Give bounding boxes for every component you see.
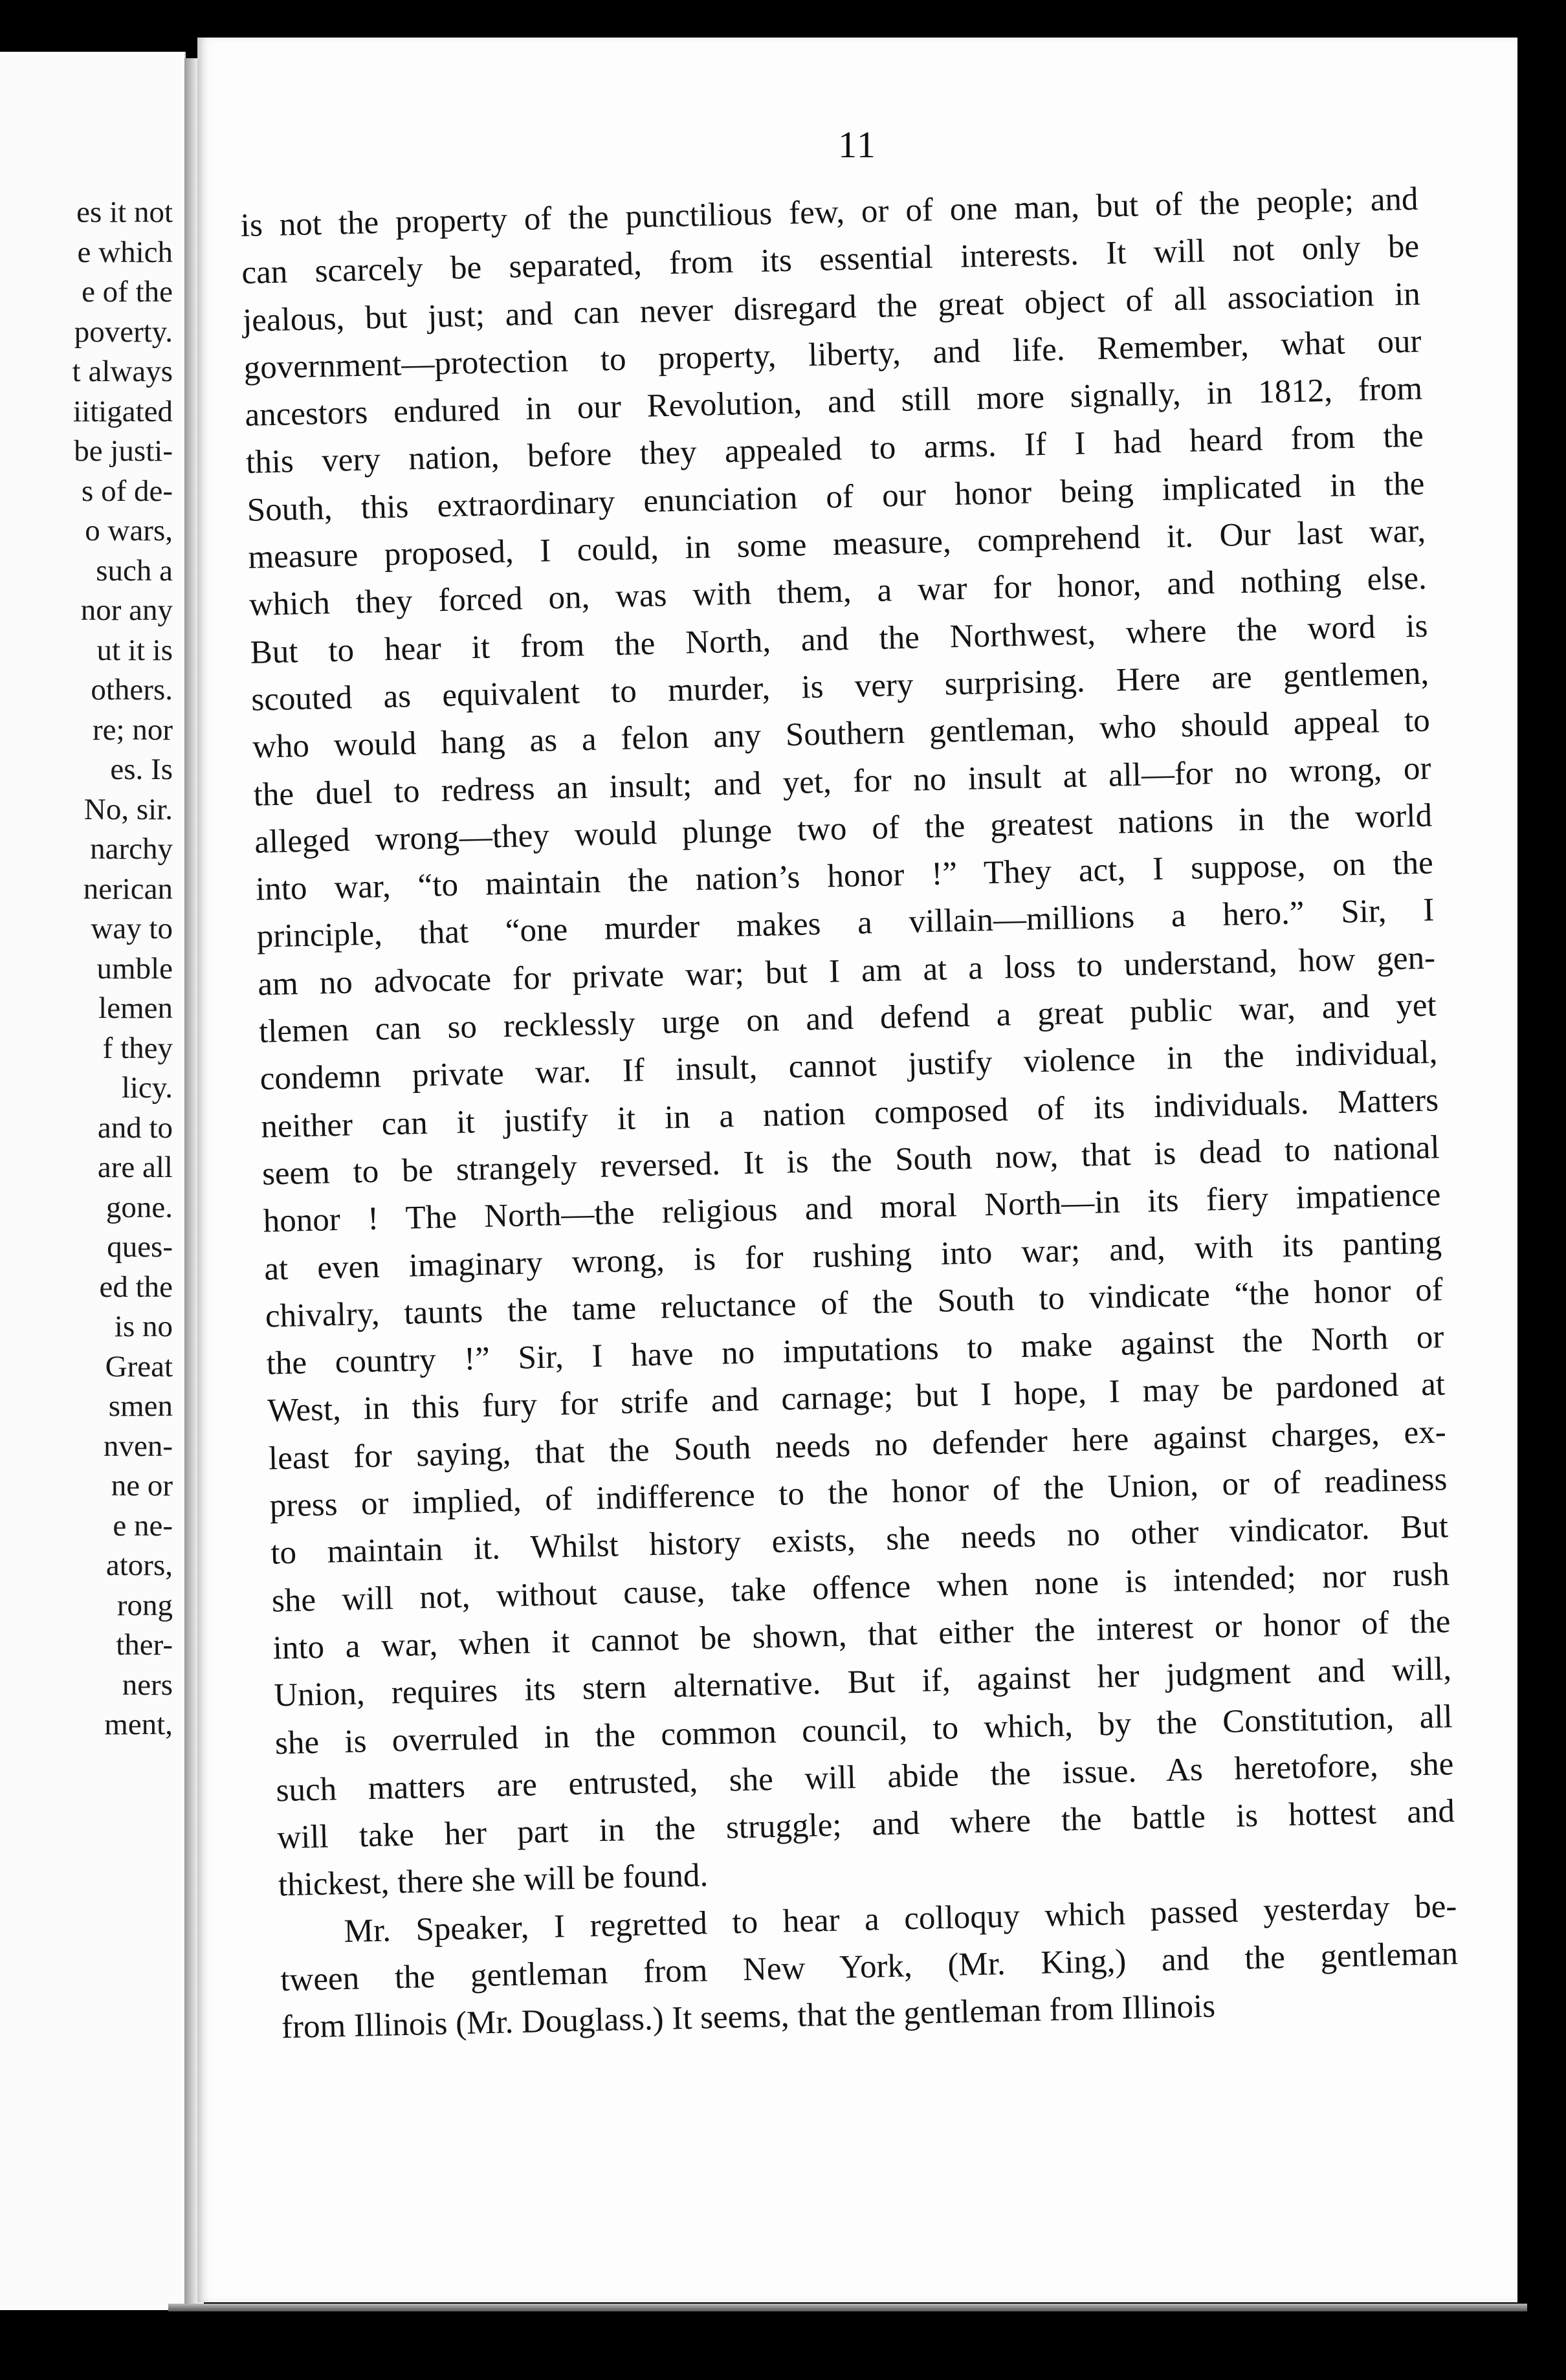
left-page-line: ators, — [105, 1548, 173, 1582]
left-page-line: lemen — [98, 991, 173, 1025]
text-line: into a war, when it cannot be shown, that either the interest or honor of the — [272, 1603, 1451, 1667]
left-page-line: f they — [102, 1031, 173, 1065]
text-line: measure proposed, I could, in some measure, comprehend it. Our last war, — [247, 512, 1426, 576]
left-page-line: ners — [122, 1668, 173, 1702]
left-page-line: way to — [91, 912, 173, 945]
text-line: seem to be strangely reversed. It is the South now, that is dead to national — [261, 1129, 1440, 1193]
left-page-line: are all — [97, 1151, 173, 1184]
text-line: am no advocate for private war; but I am at a loss to understand, how gen- — [257, 940, 1436, 1003]
left-page-line: poverty. — [74, 314, 173, 349]
text-line: government—protection to property, liberty, and life. Remember, what our — [243, 323, 1422, 386]
left-page-line: umble — [96, 951, 173, 986]
text-line: which they forced on, was with them, a war for honor, and nothing else. — [248, 560, 1428, 624]
text-line: into war, “to maintain the nation’s honor !” They act, I suppose, on the — [255, 844, 1434, 908]
text-line: she is overruled in the common council, to which, by the Constitution, all — [274, 1698, 1453, 1761]
text-line: press or implied, of indifference to the honor of the Union, or of readiness — [269, 1461, 1448, 1525]
left-page-line: and to — [97, 1110, 173, 1145]
paragraph — [240, 176, 1456, 1910]
text-line: ancestors endured in our Revolution, and still more signally, in 1812, from — [244, 370, 1423, 434]
left-page-line: o wars, — [85, 514, 173, 547]
text-line: Mr. Speaker, I regretted to hear a colloquy which passed yesterday be- — [344, 1888, 1457, 1950]
text-line: will take her part in the struggle; and where the battle is hottest and — [276, 1793, 1455, 1857]
text-line: condemn private war. If insult, cannot justify violence in the individual, — [259, 1034, 1438, 1097]
left-page-line: rong — [116, 1588, 173, 1622]
text-line: But to hear it from the North, and the Northwest, where the word is — [250, 608, 1428, 671]
paragraph — [279, 1883, 1460, 2052]
left-page-line: ques- — [107, 1230, 173, 1264]
left-page-line: gone. — [105, 1190, 173, 1224]
text-line: at even imaginary wrong, is for rushing into war; and, with its panting — [263, 1224, 1442, 1288]
left-page-line: e which — [77, 235, 173, 269]
left-page-line: ed the — [99, 1270, 173, 1304]
left-page-line: nerican — [83, 872, 173, 906]
text-line: tlemen can so recklessly urge on and defend a great public war, and yet — [258, 987, 1437, 1050]
left-page-line: such a — [96, 553, 173, 588]
left-page-line: s of de- — [82, 474, 173, 508]
text-line: neither can it justify it in a nation composed of its individuals. Matters — [260, 1081, 1439, 1145]
text-line: such matters are entrusted, she will abide the issue. As heretofore, she — [276, 1745, 1454, 1809]
left-page-line: is no — [114, 1310, 173, 1343]
page-number: 11 — [838, 124, 877, 166]
text-line: who would hang as a felon any Southern gentleman, who should appeal to — [252, 702, 1431, 766]
text-line: South, this extraordinary enunciation of our honor being implicated in the — [247, 465, 1425, 529]
left-page-line: e ne- — [113, 1508, 173, 1543]
text-line: can scarcely be separated, from its essential interests. It will not only be — [241, 228, 1420, 292]
left-page-line: t always — [72, 355, 173, 388]
left-page-line: narchy — [90, 832, 173, 866]
left-page-line: No, sir. — [83, 792, 173, 826]
text-line: the duel to redress an insult; and yet, for no insult at all—for no wrong, or — [253, 750, 1431, 813]
left-page-line: licy. — [121, 1071, 173, 1105]
text-line: least for saying, that the South needs no defender here against charges, ex- — [268, 1413, 1447, 1477]
text-line: scouted as equivalent to murder, is very surprising. Here are gentlemen, — [250, 655, 1429, 718]
left-page-line: ment, — [104, 1708, 173, 1741]
text-line: from Illinois (Mr. Douglass.) It seems, that the gentleman from Illinois — [281, 1988, 1216, 2046]
text-line: thickest, there she will be found. — [278, 1857, 709, 1904]
left-page-line: ther- — [116, 1628, 173, 1662]
text-line: West, in this fury for strife and carnage; but I hope, I may be pardoned at — [267, 1366, 1446, 1429]
left-page-line: others. — [91, 673, 173, 707]
text-line: principle, that “one murder makes a villain—millions a hero.” Sir, I — [256, 892, 1435, 956]
text-line: is not the property of the punctilious few, or of one man, but of the people; and — [240, 181, 1418, 244]
text-line: honor ! The North—the religious and moral North—in its fiery impatience — [263, 1176, 1441, 1240]
text-line: she will not, without cause, take offence when none is intended; nor rush — [271, 1556, 1450, 1620]
page-bottom-edge — [168, 2304, 1527, 2311]
body-text — [240, 176, 1459, 2052]
text-line: jealous, but just; and can never disregard the great object of all association in — [242, 276, 1421, 339]
text-line: the country !” Sir, I have no imputations to make against the North or — [266, 1319, 1444, 1382]
left-page-line: nven- — [103, 1429, 173, 1463]
text-line: Union, requires its stern alternative. But if, against her judgment and will, — [273, 1651, 1452, 1714]
left-page — [0, 52, 186, 2310]
text-line: tween the gentleman from New York, (Mr. King,) and the gentleman — [280, 1935, 1459, 1999]
left-page-line: nor any — [80, 593, 173, 627]
text-line: this very nation, before they appealed to arms. If I had heard from the — [245, 418, 1424, 481]
left-page-line: es it not — [76, 195, 173, 229]
text-line: to maintain it. Whilst history exists, she needs no other vindicator. But — [270, 1508, 1449, 1572]
left-page-line: re; nor — [93, 712, 173, 747]
left-page-line: e of the — [82, 275, 173, 309]
right-page — [197, 38, 1517, 2302]
left-page-line: iitigated — [72, 394, 173, 428]
text-line: alleged wrong—they would plunge two of the greatest nations in the world — [254, 797, 1433, 861]
left-page-line: es. Is — [110, 753, 173, 786]
left-page-line: smen — [108, 1389, 173, 1423]
left-page-line: ne or — [111, 1469, 173, 1503]
left-page-line: Great — [105, 1349, 173, 1383]
left-page-line: be justi- — [74, 434, 173, 468]
text-line: chivalry, taunts the tame reluctance of the South to vindicate “the honor of — [265, 1272, 1444, 1335]
left-page-line: ut it is — [96, 633, 173, 667]
